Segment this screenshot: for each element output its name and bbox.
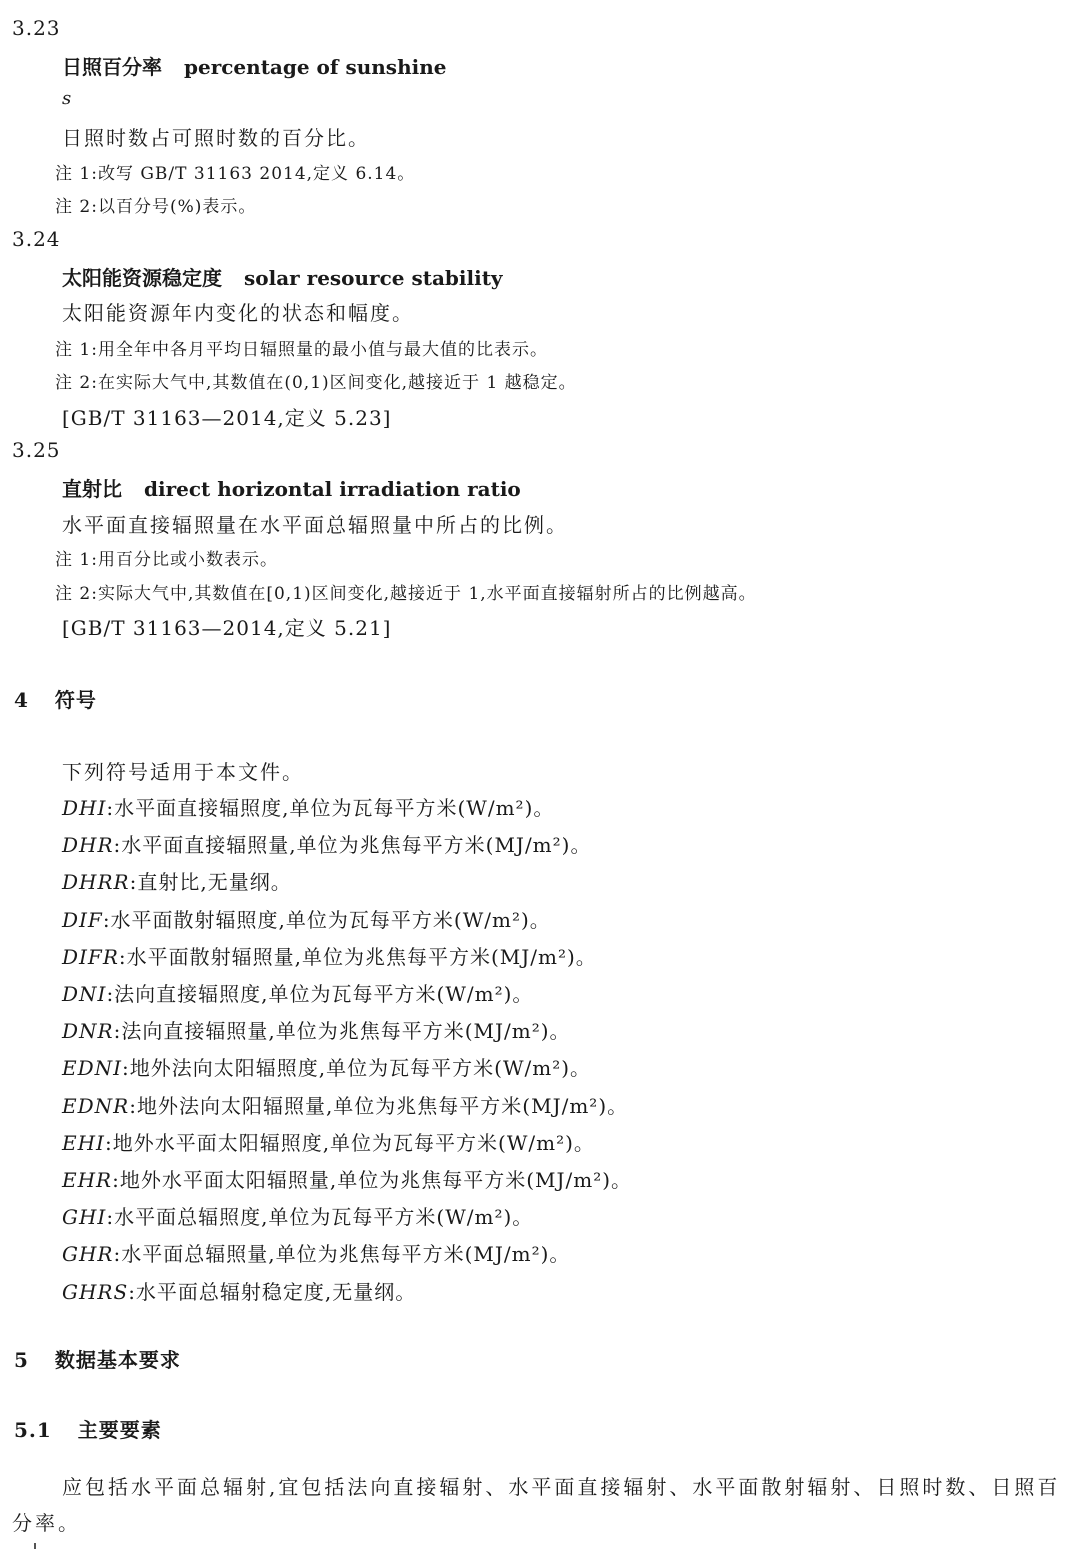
term-source: [GB/T 31163—2014,定义 5.23]	[62, 406, 392, 430]
symbol-code: GHR	[62, 1242, 114, 1266]
symbol-description: :地外水平面太阳辐照量,单位为兆焦每平方米(MJ/m²)。	[112, 1168, 633, 1192]
symbol-entry	[62, 829, 591, 858]
section-title: 数据基本要求	[54, 1348, 181, 1372]
term-en: solar resource stability	[244, 266, 503, 290]
symbol-entry	[62, 1238, 570, 1267]
symbol-entry	[62, 978, 533, 1007]
term-number: 3.25	[12, 438, 61, 462]
symbol-description: :法向直接辐照量,单位为兆焦每平方米(MJ/m²)。	[113, 1019, 571, 1043]
symbol-entry	[62, 1201, 533, 1230]
term-zh: 太阳能资源稳定度	[62, 266, 222, 290]
section-heading	[14, 684, 97, 713]
term-en: percentage of sunshine	[184, 55, 447, 79]
symbol-description: :直射比,无量纲。	[129, 870, 292, 894]
symbol-description: :水平面散射辐照度,单位为瓦每平方米(W/m²)。	[102, 908, 551, 932]
symbol-code: DHR	[62, 833, 114, 857]
symbol-code: EHI	[62, 1131, 105, 1155]
term-note: 注 1:用百分比或小数表示。	[55, 550, 278, 570]
section-number: 5	[14, 1348, 29, 1372]
symbol-description: :地外法向太阳辐照度,单位为瓦每平方米(W/m²)。	[122, 1056, 592, 1080]
symbol-entry	[62, 1052, 591, 1081]
symbol-code: GHRS	[62, 1280, 129, 1304]
symbol-description: :水平面直接辐照量,单位为兆焦每平方米(MJ/m²)。	[113, 833, 592, 857]
symbol-entry	[62, 904, 551, 933]
term-note: 注 2:实际大气中,其数值在[0,1)区间变化,越接近于 1,水平面直接辐射所占的比例越高。	[55, 584, 757, 604]
symbol-entry	[62, 866, 292, 895]
symbol-entry	[62, 1090, 628, 1119]
term-note: 注 1:改写 GB/T 31163 2014,定义 6.14。	[55, 164, 416, 184]
symbol-entry	[62, 1164, 632, 1193]
symbol-code: DHRR	[62, 870, 130, 894]
symbol-entry	[62, 1276, 416, 1305]
symbol-description: :地外水平面太阳辐照度,单位为瓦每平方米(W/m²)。	[104, 1131, 595, 1155]
symbol-description: :地外法向太阳辐照量,单位为兆焦每平方米(MJ/m²)。	[129, 1094, 629, 1118]
term-note: 注 1:用全年中各月平均日辐照量的最小值与最大值的比表示。	[55, 340, 548, 360]
symbol-code: GHI	[62, 1205, 107, 1229]
symbol-description: :水平面直接辐照度,单位为瓦每平方米(W/m²)。	[106, 796, 555, 820]
symbol-code: DNI	[62, 982, 107, 1006]
paragraph-line: 分率。	[12, 1511, 81, 1535]
symbol-code: DIF	[62, 908, 103, 932]
term-number: 3.23	[12, 16, 61, 40]
subsection-heading	[14, 1414, 162, 1443]
subsection-title: 主要要素	[77, 1418, 162, 1442]
symbol-entry	[62, 941, 597, 970]
symbol-description: :水平面总辐射稳定度,无量纲。	[128, 1280, 417, 1304]
symbol-description: :水平面总辐照量,单位为兆焦每平方米(MJ/m²)。	[113, 1242, 571, 1266]
symbol-code: EHR	[62, 1168, 113, 1192]
term-en: direct horizontal irradiation ratio	[144, 477, 521, 501]
term-definition: 太阳能资源年内变化的状态和幅度。	[62, 301, 414, 325]
symbol-code: EDNR	[62, 1094, 130, 1118]
term-zh: 直射比	[62, 477, 122, 501]
section-number: 4	[14, 688, 29, 712]
symbol-description: :水平面散射辐照量,单位为兆焦每平方米(MJ/m²)。	[118, 945, 597, 969]
symbol-description: :水平面总辐照度,单位为瓦每平方米(W/m²)。	[106, 1205, 534, 1229]
term-definition: 日照时数占可照时数的百分比。	[62, 126, 370, 150]
term-heading	[62, 473, 521, 502]
term-symbol: s	[62, 88, 72, 109]
symbol-description: :法向直接辐照度,单位为瓦每平方米(W/m²)。	[106, 982, 534, 1006]
term-heading	[62, 51, 446, 80]
symbol-entry	[62, 1127, 595, 1156]
section-title: 符号	[54, 688, 97, 712]
page-mark	[34, 1543, 36, 1549]
symbol-code: EDNI	[62, 1056, 123, 1080]
term-note: 注 2:在实际大气中,其数值在(0,1)区间变化,越接近于 1 越稳定。	[55, 373, 577, 393]
symbol-code: DHI	[62, 796, 107, 820]
paragraph-line: 应包括水平面总辐射,宜包括法向直接辐射、水平面直接辐射、水平面散射辐射、日照时数、日照百	[62, 1475, 1061, 1499]
symbol-code: DNR	[62, 1019, 114, 1043]
term-source: [GB/T 31163—2014,定义 5.21]	[62, 616, 392, 640]
symbol-code: DIFR	[62, 945, 119, 969]
term-definition: 水平面直接辐照量在水平面总辐照量中所占的比例。	[62, 513, 568, 537]
symbol-entry	[62, 1015, 571, 1044]
term-zh: 日照百分率	[62, 55, 162, 79]
term-heading	[62, 262, 503, 291]
section-intro: 下列符号适用于本文件。	[62, 760, 304, 784]
term-number: 3.24	[12, 227, 61, 251]
section-heading	[14, 1344, 181, 1373]
term-note: 注 2:以百分号(%)表示。	[55, 197, 257, 217]
symbol-entry	[62, 792, 554, 821]
subsection-number: 5.1	[14, 1418, 52, 1442]
